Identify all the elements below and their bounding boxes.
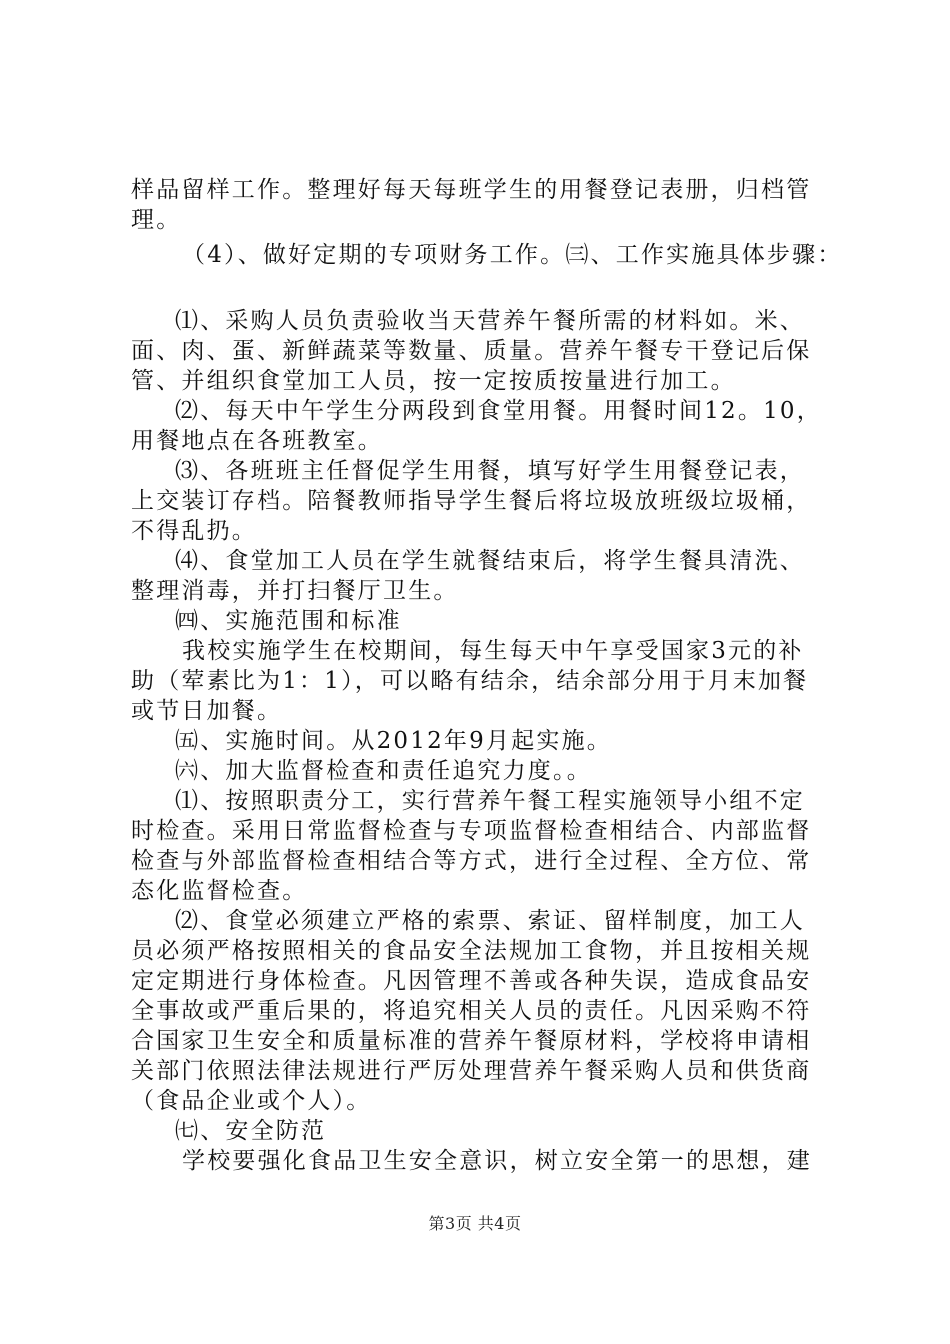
text-line: 样品留样工作。整理好每天每班学生的用餐登记表册，归档管 bbox=[131, 177, 812, 203]
text-line: 检查与外部监督检查相结合等方式，进行全过程、全方位、常 bbox=[131, 848, 812, 874]
page-footer bbox=[0, 1213, 950, 1235]
section-heading: ㈤、实施时间。从2012年9月起实施。 bbox=[175, 728, 612, 754]
text-line: 定定期进行身体检查。凡因管理不善或各种失误，造成食品安 bbox=[131, 968, 812, 994]
text-line: ⑶、各班班主任督促学生用餐，填写好学生用餐登记表， bbox=[175, 458, 805, 484]
text-line: ⑴、按照职责分工，实行营养午餐工程实施领导小组不定 bbox=[175, 788, 805, 814]
text-line: 合国家卫生安全和质量标准的营养午餐原材料，学校将申请相 bbox=[131, 1028, 812, 1054]
text-line: 整理消毒，并打扫餐厅卫生。 bbox=[131, 578, 459, 604]
text-line: 态化监督检查。 bbox=[131, 878, 308, 904]
text-line: 助（荤素比为1：1），可以略有结余，结余部分用于月末加餐 bbox=[131, 668, 809, 694]
text-line: ⑵、食堂必须建立严格的索票、索证、留样制度，加工人 bbox=[175, 908, 805, 934]
section-heading: ㈦、安全防范 bbox=[175, 1118, 327, 1144]
text-line: 或节日加餐。 bbox=[131, 698, 283, 724]
text-line: （4）、做好定期的专项财务工作。㈢、工作实施具体步骤： bbox=[182, 242, 843, 268]
text-line: 我校实施学生在校期间，每生每天中午享受国家3元的补 bbox=[182, 638, 804, 664]
text-line: 用餐地点在各班教室。 bbox=[131, 428, 383, 454]
section-heading: ㈥、加大监督检查和责任追究力度。。 bbox=[175, 758, 592, 784]
text-line: 管、并组织食堂加工人员，按一定按质按量进行加工。 bbox=[131, 368, 736, 394]
text-line: 学校要强化食品卫生安全意识，树立安全第一的思想，建 bbox=[182, 1148, 812, 1174]
text-line: 理。 bbox=[131, 207, 182, 233]
text-line: 不得乱扔。 bbox=[131, 518, 257, 544]
page-number-label: 第3页 共4页 bbox=[428, 1214, 522, 1233]
text-line: ⑴、采购人员负责验收当天营养午餐所需的材料如。米、 bbox=[175, 308, 805, 334]
text-line: （食品企业或个人）。 bbox=[131, 1088, 372, 1114]
text-line: ⑵、每天中午学生分两段到食堂用餐。用餐时间12。10， bbox=[175, 398, 822, 424]
text-line: 关部门依照法律法规进行严厉处理营养午餐采购人员和供货商 bbox=[131, 1058, 812, 1084]
text-line: ⑷、食堂加工人员在学生就餐结束后，将学生餐具清洗、 bbox=[175, 548, 805, 574]
section-heading: ㈣、实施范围和标准 bbox=[175, 608, 402, 634]
text-line: 时检查。采用日常监督检查与专项监督检查相结合、内部监督 bbox=[131, 818, 812, 844]
text-line: 上交装订存档。陪餐教师指导学生餐后将垃圾放班级垃圾桶， bbox=[131, 488, 812, 514]
text-line: 员必须严格按照相关的食品安全法规加工食物，并且按相关规 bbox=[131, 938, 812, 964]
text-line: 面、肉、蛋、新鲜蔬菜等数量、质量。营养午餐专干登记后保 bbox=[131, 338, 812, 364]
text-line: 全事故或严重后果的，将追究相关人员的责任。凡因采购不符 bbox=[131, 998, 812, 1024]
